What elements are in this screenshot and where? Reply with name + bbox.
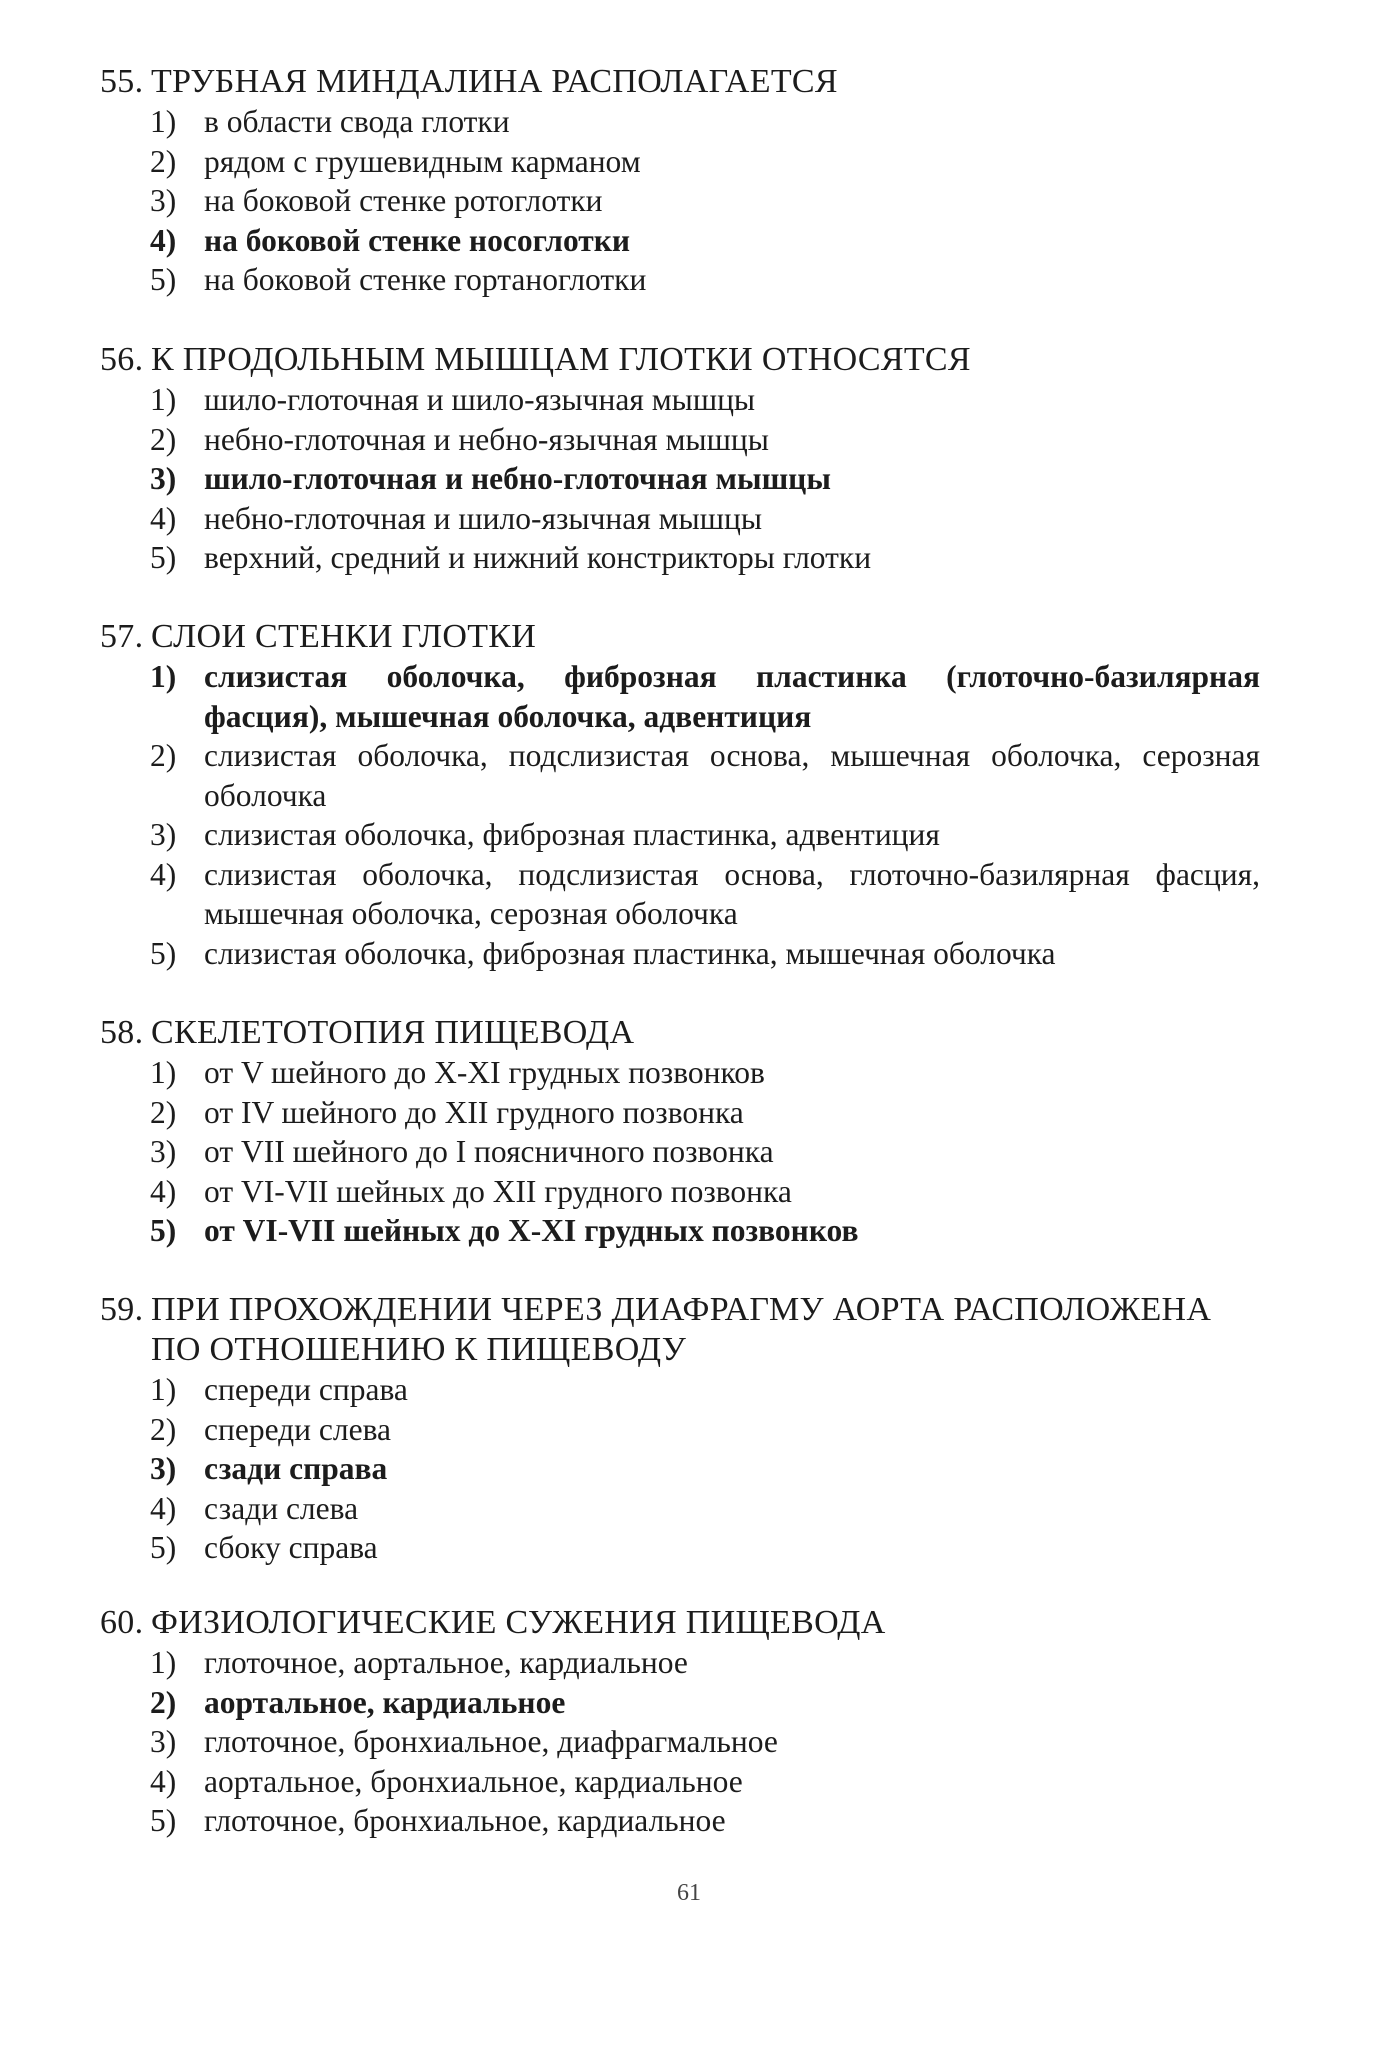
question-number: 59. — [100, 1291, 144, 1328]
answer-number: 1) — [150, 1372, 177, 1407]
answer-option — [150, 181, 1260, 221]
answer-option — [150, 1801, 1260, 1841]
answer-option — [150, 934, 1260, 974]
answer-option — [150, 420, 1260, 460]
answer-option — [150, 1132, 1260, 1172]
answer-option — [150, 815, 1260, 855]
answer-number: 3) — [150, 461, 177, 496]
answer-number: 3) — [150, 183, 177, 218]
question-number: 60. — [100, 1604, 144, 1641]
answer-text: от V шейного до X-XI грудных позвонков — [204, 1055, 765, 1090]
answer-number: 1) — [150, 382, 177, 417]
answer-text: слизистая оболочка, фиброзная пластинка, адвентиция — [204, 817, 940, 852]
question-number: 58. — [100, 1014, 144, 1051]
answer-option — [150, 855, 1260, 934]
answer-text: рядом с грушевидным карманом — [204, 143, 641, 179]
answer-number: 1) — [150, 1055, 177, 1090]
answer-option-correct — [150, 657, 1260, 736]
answer-text: сбоку справа — [204, 1530, 378, 1565]
answer-number: 1) — [150, 659, 177, 694]
question-text: ПРИ ПРОХОЖДЕНИИ ЧЕРЕЗ ДИАФРАГМУ АОРТА РАСПОЛОЖЕНА ПО ОТНОШЕНИЮ К ПИЩЕВОДУ — [151, 1291, 1212, 1368]
question-text: СЛОИ СТЕНКИ ГЛОТКИ — [151, 618, 537, 655]
question-title — [100, 62, 1260, 102]
question-60 — [100, 1603, 1260, 1841]
answer-text: шило-глоточная и шило-язычная мышцы — [204, 382, 756, 417]
answer-number: 4) — [150, 500, 177, 536]
question-58 — [100, 1013, 1260, 1251]
answer-text: аортальное, кардиальное — [204, 1684, 566, 1720]
answer-text: от VII шейного до I поясничного позвонка — [204, 1134, 774, 1169]
answer-list — [100, 1643, 1260, 1841]
answer-number: 1) — [150, 104, 177, 139]
answer-option — [150, 1762, 1260, 1802]
answer-number: 4) — [150, 1763, 177, 1799]
answer-number: 5) — [150, 1530, 177, 1565]
answer-list — [100, 102, 1260, 300]
answer-number: 5) — [150, 540, 177, 575]
answer-option-correct — [150, 1683, 1260, 1723]
answer-text: спереди слева — [204, 1411, 392, 1447]
question-number: 55. — [100, 63, 144, 100]
answer-text: глоточное, аортальное, кардиальное — [204, 1645, 688, 1680]
answer-number: 4) — [150, 222, 177, 258]
question-text: К ПРОДОЛЬНЫМ МЫШЦАМ ГЛОТКИ ОТНОСЯТСЯ — [151, 341, 971, 378]
answer-list — [100, 1053, 1260, 1251]
answer-list — [100, 380, 1260, 578]
answer-number: 4) — [150, 856, 177, 892]
answer-option-correct — [150, 1211, 1260, 1251]
answer-text: слизистая оболочка, фиброзная пластинка, мышечная оболочка — [204, 935, 1056, 971]
answer-number: 3) — [150, 1134, 177, 1169]
answer-option — [150, 1643, 1260, 1683]
question-number: 57. — [100, 618, 144, 655]
answer-option — [150, 1722, 1260, 1762]
answer-option — [150, 142, 1260, 182]
answer-option-correct — [150, 1449, 1260, 1489]
question-title — [100, 617, 1260, 657]
answer-text: слизистая оболочка, подслизистая основа, глоточно-базилярная фасция, мышечная оболочка, серозная оболочка — [204, 856, 1260, 931]
answer-text: небно-глоточная и небно-язычная мышцы — [204, 421, 769, 457]
question-text: ФИЗИОЛОГИЧЕСКИЕ СУЖЕНИЯ ПИЩЕВОДА — [151, 1604, 886, 1641]
answer-option — [150, 1093, 1260, 1133]
answer-text: на боковой стенке гортаноглотки — [204, 262, 647, 297]
answer-text: небно-глоточная и шило-язычная мышцы — [204, 500, 762, 536]
page-number: 61 — [677, 1880, 701, 1906]
answer-text: слизистая оболочка, фиброзная пластинка (глоточно-базилярная фасция), мышечная оболочка, адвентиция — [204, 659, 1260, 734]
answer-text: слизистая оболочка, подслизистая основа, мышечная оболочка, серозная оболочка — [204, 738, 1260, 813]
answer-number: 5) — [150, 935, 177, 971]
question-title — [100, 1603, 1260, 1643]
question-title — [100, 340, 1260, 380]
question-55 — [100, 62, 1260, 300]
answer-option — [150, 736, 1260, 815]
answer-option — [150, 1410, 1260, 1450]
answer-number: 2) — [150, 421, 177, 457]
answer-text: сзади слева — [204, 1490, 359, 1526]
answer-text: на боковой стенке ротоглотки — [204, 183, 603, 218]
answer-number: 2) — [150, 1684, 177, 1720]
answer-number: 1) — [150, 1645, 177, 1680]
answer-text: на боковой стенке носоглотки — [204, 222, 631, 258]
answer-option — [150, 538, 1260, 578]
answer-text: глоточное, бронхиальное, кардиальное — [204, 1803, 726, 1838]
answer-option — [150, 1370, 1260, 1410]
question-text: ТРУБНАЯ МИНДАЛИНА РАСПОЛАГАЕТСЯ — [151, 63, 838, 100]
answer-option — [150, 1053, 1260, 1093]
answer-text: аортальное, бронхиальное, кардиальное — [204, 1763, 743, 1799]
answer-text: от VI-VII шейных до XII грудного позвонка — [204, 1173, 792, 1209]
answer-option — [150, 1528, 1260, 1568]
answer-number: 3) — [150, 817, 177, 852]
answer-number: 2) — [150, 1094, 177, 1130]
answer-text: сзади справа — [204, 1451, 388, 1486]
answer-text: от IV шейного до XII грудного позвонка — [204, 1094, 744, 1130]
answer-option — [150, 102, 1260, 142]
question-title — [100, 1013, 1260, 1053]
answer-number: 5) — [150, 1803, 177, 1838]
question-56 — [100, 340, 1260, 578]
answer-list — [100, 1370, 1260, 1568]
answer-number: 3) — [150, 1451, 177, 1486]
question-number: 56. — [100, 341, 144, 378]
answer-text: в области свода глотки — [204, 104, 510, 139]
answer-option — [150, 1489, 1260, 1529]
answer-option-correct — [150, 459, 1260, 499]
answer-text: глоточное, бронхиальное, диафрагмальное — [204, 1724, 778, 1759]
answer-number: 2) — [150, 1411, 177, 1447]
answer-number: 2) — [150, 143, 177, 179]
answer-option — [150, 380, 1260, 420]
question-text: СКЕЛЕТОТОПИЯ ПИЩЕВОДА — [151, 1014, 635, 1051]
answer-text: шило-глоточная и небно-глоточная мышцы — [204, 461, 831, 496]
answer-option-correct — [150, 221, 1260, 261]
answer-number: 4) — [150, 1490, 177, 1526]
answer-number: 5) — [150, 1213, 177, 1248]
answer-number: 4) — [150, 1173, 177, 1209]
answer-option — [150, 1172, 1260, 1212]
answer-option — [150, 499, 1260, 539]
question-title — [100, 1290, 1260, 1370]
question-57 — [100, 617, 1260, 973]
answer-number: 5) — [150, 262, 177, 297]
answer-list — [100, 657, 1260, 973]
answer-text: верхний, средний и нижний констрикторы глотки — [204, 540, 872, 575]
answer-number: 3) — [150, 1724, 177, 1759]
answer-text: от VI-VII шейных до X-XI грудных позвонков — [204, 1213, 859, 1248]
answer-number: 2) — [150, 738, 177, 773]
answer-option — [150, 260, 1260, 300]
answer-text: спереди справа — [204, 1372, 408, 1407]
question-59 — [100, 1290, 1260, 1568]
